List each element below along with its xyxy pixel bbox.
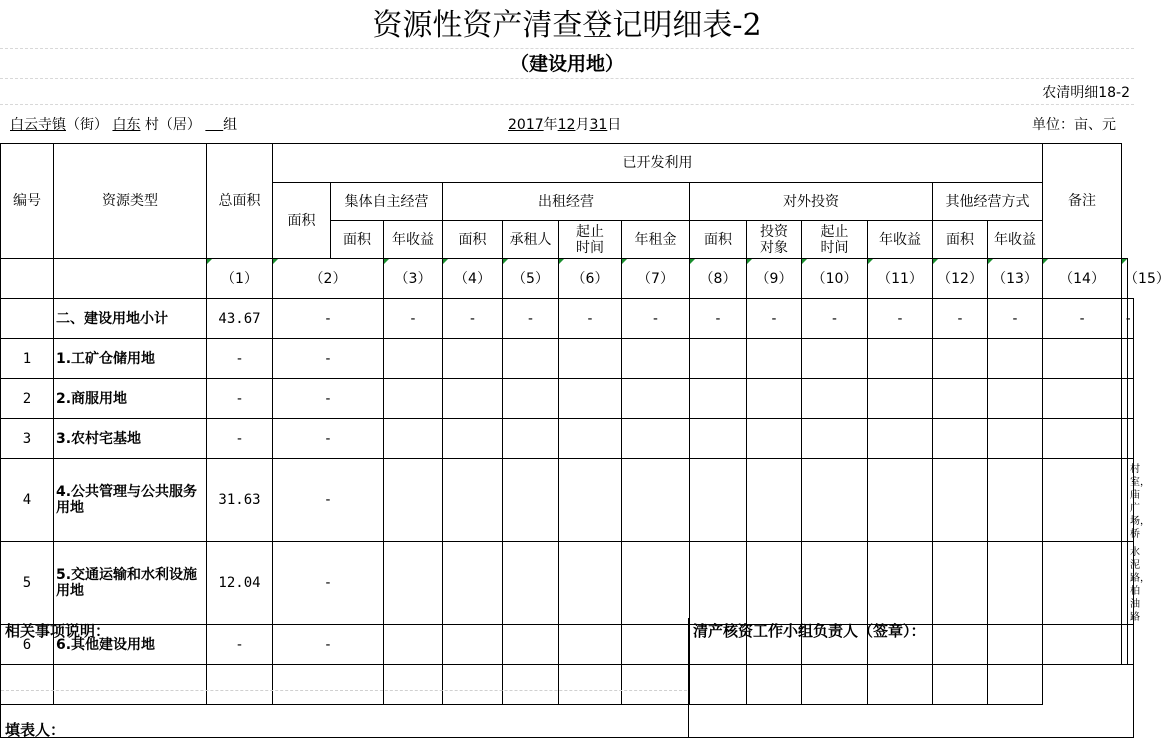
table-row (1, 339, 1134, 379)
row-cell (384, 459, 443, 542)
row-total-area: - (207, 379, 273, 419)
header-other-ops: 其他经营方式 (933, 183, 1043, 221)
row-cell (503, 379, 559, 419)
row-total-area: - (207, 339, 273, 379)
row-cell (384, 542, 443, 625)
row-cell (868, 379, 933, 419)
header-inv-period (802, 221, 868, 259)
row-cell (747, 542, 802, 625)
group-suffix: 组 (223, 117, 238, 133)
row-cell (690, 339, 747, 379)
table-row (1, 542, 1134, 625)
gridline (0, 78, 1134, 79)
header-inv-period-text: 起止时间 (820, 223, 849, 256)
row-cell (988, 339, 1043, 379)
column-number-text: （12） (937, 270, 983, 287)
header-developed: 已开发利用 (273, 144, 1043, 183)
row-total-area: - (207, 625, 273, 665)
row-cell: - (273, 459, 384, 542)
row-cell (988, 419, 1043, 459)
row-cell (622, 419, 690, 459)
row-cell (1043, 419, 1122, 459)
row-cell (747, 419, 802, 459)
row-remarks (1128, 299, 1134, 339)
date-month-suffix: 月 (575, 117, 590, 133)
report-date (508, 114, 621, 136)
row-cell: - (273, 339, 384, 379)
row-cell (503, 459, 559, 542)
row-cell (443, 379, 503, 419)
row-cell (559, 339, 622, 379)
cell-marker (1122, 259, 1127, 264)
header-coll-income: 年收益 (384, 221, 443, 259)
gridline (0, 48, 1134, 49)
row-cell (747, 379, 802, 419)
column-number-text: （7） (637, 270, 674, 287)
row-cell (690, 459, 747, 542)
row-cell (503, 339, 559, 379)
row-remarks (1128, 339, 1134, 379)
cell-marker (690, 259, 695, 264)
row-cell: - (273, 625, 384, 665)
town-suffix: （街） (66, 117, 108, 133)
table-row (1, 459, 1134, 542)
column-number-text: （5） (512, 270, 549, 287)
row-code: 4 (1, 459, 54, 542)
row-type: 2.商服用地 (54, 379, 207, 419)
column-number (207, 259, 273, 299)
row-remarks: 水泥路，柏油路 (1128, 542, 1134, 625)
row-cell: - (1043, 299, 1122, 339)
row-cell (988, 542, 1043, 625)
header-rent-area: 面积 (443, 221, 503, 259)
footer-gridline (1, 690, 687, 691)
column-number (690, 259, 747, 299)
row-cell (747, 339, 802, 379)
row-cell (443, 542, 503, 625)
row-cell (1043, 379, 1122, 419)
unit-label: 单位：亩、元 (1032, 117, 1116, 133)
header-collective: 集体自主经营 (331, 183, 443, 221)
header-total-area: 总面积 (207, 144, 273, 259)
row-cell (690, 379, 747, 419)
row-type: 二、建设用地小计 (54, 299, 207, 339)
cell-marker (443, 259, 448, 264)
row-cell: - (273, 379, 384, 419)
column-number (868, 259, 933, 299)
row-cell (933, 339, 988, 379)
row-type: 5.交通运输和水利设施用地 (54, 542, 207, 625)
row-type: 4.公共管理与公共服务用地 (54, 459, 207, 542)
row-cell (868, 459, 933, 542)
column-number (273, 259, 384, 299)
row-cell (443, 339, 503, 379)
row-cell (868, 339, 933, 379)
column-number (503, 259, 559, 299)
row-cell (503, 542, 559, 625)
row-cell (933, 459, 988, 542)
header-investment: 对外投资 (690, 183, 933, 221)
cell (1, 259, 54, 299)
row-cell (802, 339, 868, 379)
column-number-text: （11） (877, 270, 923, 287)
row-cell: - (868, 299, 933, 339)
row-cell: - (503, 299, 559, 339)
village-name: 白东 (112, 117, 141, 133)
row-type: 6.其他建设用地 (54, 625, 207, 665)
cell-marker (207, 259, 212, 264)
row-cell (622, 542, 690, 625)
header-type: 资源类型 (54, 144, 207, 259)
cell (54, 259, 207, 299)
row-cell (443, 459, 503, 542)
cell-marker (802, 259, 807, 264)
row-cell (559, 542, 622, 625)
header-code: 编号 (1, 144, 54, 259)
row-cell: - (802, 299, 868, 339)
row-cell: - (559, 299, 622, 339)
row-cell (503, 419, 559, 459)
row-type: 3.农村宅基地 (54, 419, 207, 459)
cell-marker (933, 259, 938, 264)
row-cell (1043, 339, 1122, 379)
row-cell: - (273, 299, 384, 339)
header-rent-annual: 年租金 (622, 221, 690, 259)
cell-marker (1043, 259, 1048, 264)
row-cell (747, 459, 802, 542)
cell-marker (273, 259, 278, 264)
column-number (933, 259, 988, 299)
header-rent-period-text: 起止时间 (575, 223, 604, 256)
row-total-area: 43.67 (207, 299, 273, 339)
cell-marker (622, 259, 627, 264)
row-cell (384, 379, 443, 419)
row-cell (868, 542, 933, 625)
remarks-label: 相关事项说明： (5, 622, 111, 640)
row-cell: - (622, 299, 690, 339)
header-remarks: 备注 (1043, 144, 1122, 259)
header-inv-target (747, 221, 802, 259)
column-number (988, 259, 1043, 299)
header-inv-area: 面积 (690, 221, 747, 259)
row-cell (690, 542, 747, 625)
header-oth-income: 年收益 (988, 221, 1043, 259)
table-row (1, 299, 1134, 339)
cell-marker (559, 259, 564, 264)
row-cell (622, 379, 690, 419)
row-code (1, 299, 54, 339)
column-number (1122, 259, 1170, 299)
column-number-text: （6） (571, 270, 609, 287)
row-cell (384, 419, 443, 459)
column-number-text: （13） (992, 270, 1038, 287)
row-type: 1.工矿仓储用地 (54, 339, 207, 379)
row-cell (802, 459, 868, 542)
row-cell (802, 419, 868, 459)
cell-marker (503, 259, 508, 264)
cell-marker (868, 259, 873, 264)
column-number (802, 259, 868, 299)
row-total-area: 12.04 (207, 542, 273, 625)
row-cell (933, 419, 988, 459)
row-cell: - (443, 299, 503, 339)
header-rent-lessee: 承租人 (503, 221, 559, 259)
village-suffix: 村（居） (144, 117, 201, 133)
column-number (1043, 259, 1122, 299)
row-cell (690, 419, 747, 459)
column-number-text: （3） (394, 270, 432, 287)
header-inv-income: 年收益 (868, 221, 933, 259)
row-cell (802, 542, 868, 625)
row-total-area: - (207, 419, 273, 459)
table-row (1, 419, 1134, 459)
column-number-text: （9） (755, 270, 793, 287)
row-code: 2 (1, 379, 54, 419)
row-code: 1 (1, 339, 54, 379)
leader-signature-label: 清产核资工作小组负责人（签章）： (693, 622, 926, 640)
column-number-text: （8） (699, 270, 737, 287)
column-number (747, 259, 802, 299)
row-code: 6 (1, 625, 54, 665)
header-area: 面积 (273, 183, 331, 259)
group-blank (205, 117, 223, 133)
date-day-suffix: 日 (607, 117, 622, 133)
column-number-text: （14） (1059, 270, 1105, 287)
page-title: 资源性资产清查登记明细表-2 (372, 8, 762, 43)
row-cell (559, 379, 622, 419)
header-inv-target-text: 投资对象 (759, 223, 788, 256)
row-cell (868, 419, 933, 459)
row-cell (988, 379, 1043, 419)
town-name: 白云寺镇 (10, 117, 66, 133)
column-number-text: （15） (1124, 270, 1170, 287)
header-coll-area: 面积 (331, 221, 384, 259)
column-number (384, 259, 443, 299)
column-number (622, 259, 690, 299)
row-cell: - (273, 542, 384, 625)
cell-marker (988, 259, 993, 264)
table-row (1, 379, 1134, 419)
column-number-text: （10） (811, 270, 858, 287)
header-rent-period (559, 221, 622, 259)
row-code: 3 (1, 419, 54, 459)
column-number-text: （2） (309, 270, 347, 287)
row-cell: - (273, 419, 384, 459)
date-year: 2017 (508, 117, 544, 133)
filler-label: 填表人： (5, 721, 66, 739)
row-cell (443, 419, 503, 459)
form-code: 农清明细18-2 (1042, 85, 1130, 101)
location-line (10, 114, 237, 136)
column-number-text: （1） (221, 270, 258, 287)
footer-divider (688, 618, 689, 737)
row-cell (933, 542, 988, 625)
row-cell: - (690, 299, 747, 339)
row-remarks (1128, 379, 1134, 419)
row-cell (1043, 459, 1122, 542)
header-oth-area: 面积 (933, 221, 988, 259)
row-remarks (1128, 419, 1134, 459)
cell-marker (384, 259, 389, 264)
row-cell (559, 459, 622, 542)
row-cell (622, 339, 690, 379)
row-remarks: 村室，庙广场，桥 (1128, 459, 1134, 542)
column-number-row (1, 259, 1134, 299)
row-cell (1043, 542, 1122, 625)
row-cell (988, 459, 1043, 542)
row-cell: - (384, 299, 443, 339)
row-cell: - (933, 299, 988, 339)
column-number (443, 259, 503, 299)
column-number (559, 259, 622, 299)
row-cell (802, 379, 868, 419)
row-cell (559, 419, 622, 459)
page-subtitle: （建设用地） (509, 53, 624, 75)
row-cell (384, 339, 443, 379)
row-cell: - (747, 299, 802, 339)
cell-marker (747, 259, 752, 264)
row-cell: - (988, 299, 1043, 339)
gridline (0, 104, 1134, 105)
row-cell: - (1122, 299, 1128, 339)
column-number-text: （4） (454, 270, 491, 287)
date-year-suffix: 年 (543, 117, 558, 133)
row-cell (933, 379, 988, 419)
footer-section (0, 618, 1134, 738)
date-month: 12 (557, 117, 576, 133)
header-rental: 出租经营 (443, 183, 690, 221)
row-total-area: 31.63 (207, 459, 273, 542)
date-day: 31 (589, 117, 608, 133)
row-cell (622, 459, 690, 542)
row-code: 5 (1, 542, 54, 625)
